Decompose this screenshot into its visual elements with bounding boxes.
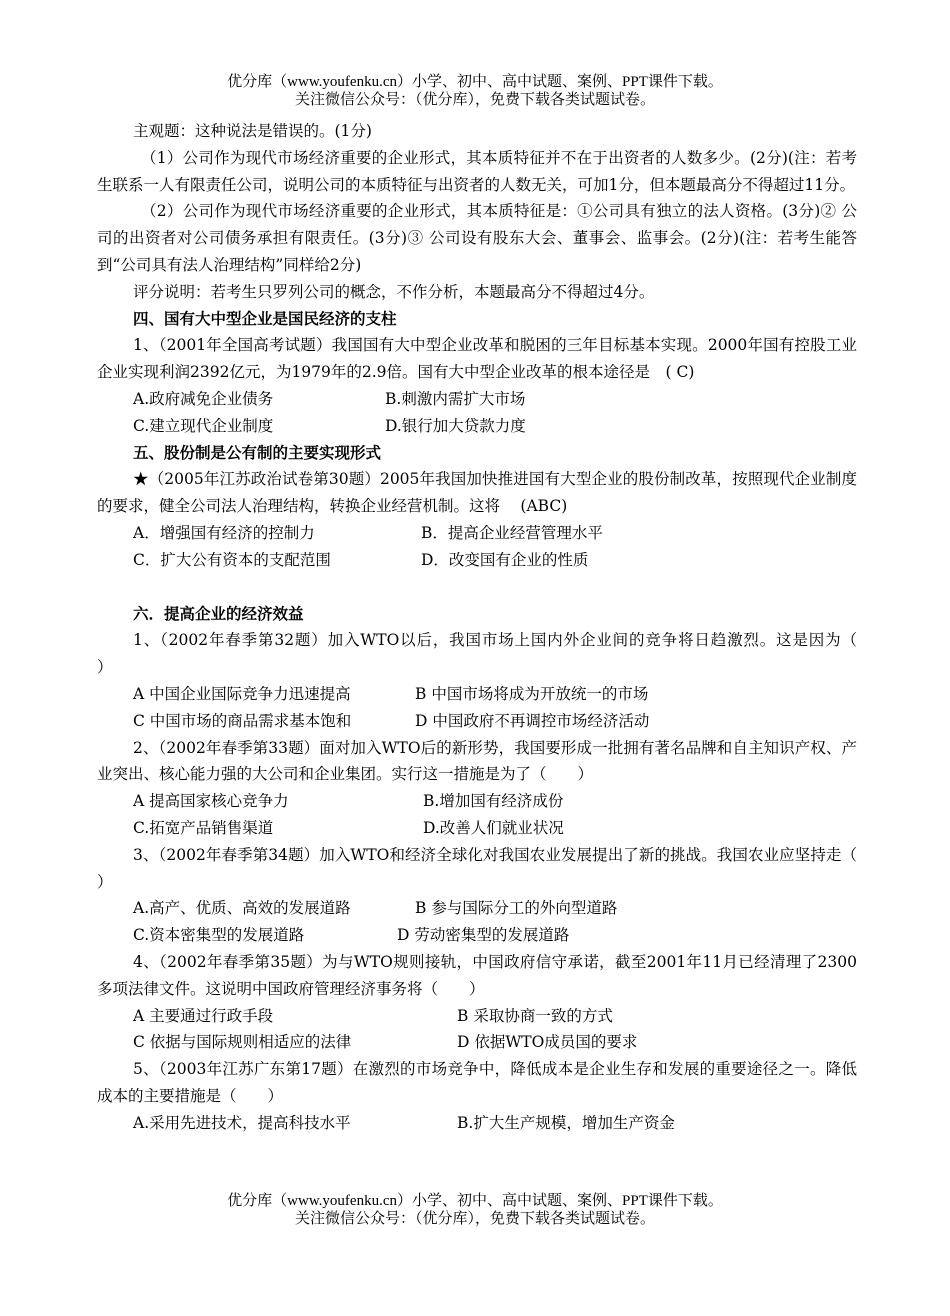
answer-point-1: （1）公司作为现代市场经济重要的企业形式，其本质特征并不在于出资者的人数多少。(2分)(注：若考生联系一人有限责任公司，说明公司的本质特征与出资者的人数无关，可加1分，但本题最高分不得超过11分。 <box>97 148 857 194</box>
page-header-line-2: 关注微信公众号：（优分库），免费下载各类试题试卷。 <box>294 92 655 108</box>
section-heading-5: 五、股份制是公有制的主要实现形式 <box>133 442 382 462</box>
question-6-1: 1、（2002年春季第32题）加入WTO以后，我国市场上国内外企业间的竞争将日趋激烈。这是因为（ ） <box>97 631 889 677</box>
page-footer-line-2: 关注微信公众号：（优分库），免费下载各类试题试卷。 <box>294 1211 655 1227</box>
option-d: D.改善人们就业状况 <box>423 818 564 837</box>
option-b: B 中国市场将成为开放统一的市场 <box>415 684 649 703</box>
page-header-line-1: 优分库（www.youfenku.cn）小学、初中、高中试题、案例、PPT课件下载。 <box>227 74 723 90</box>
options-row <box>97 520 857 547</box>
option-d: D 中国政府不再调控市场经济活动 <box>415 711 650 730</box>
document-body <box>97 118 889 1136</box>
option-c: C 中国市场的商品需求基本饱和 <box>133 711 352 730</box>
option-d: D．改变国有企业的性质 <box>421 550 589 569</box>
option-b: B.增加国有经济成份 <box>423 792 564 811</box>
scoring-note: 评分说明：若考生只罗列公司的概念，不作分析，本题最高分不得超过4分。 <box>133 282 655 301</box>
options-row <box>97 708 857 735</box>
options-row <box>97 815 857 842</box>
option-d: D 依据WTO成员国的要求 <box>457 1033 638 1052</box>
options-row <box>97 413 857 440</box>
option-a: A 主要通过行政手段 <box>133 1006 274 1025</box>
option-a: A．增强国有经济的控制力 <box>133 523 315 542</box>
options-row <box>97 895 857 922</box>
question-6-4: 4、（2002年春季第35题）为与WTO规则接轨，中国政府信守承诺，截至2001年11月已经清理了2300多项法律文件。这说明中国政府管理经济事务将（ ） <box>97 952 857 998</box>
options-row <box>97 1110 857 1137</box>
option-b: B 采取协商一致的方式 <box>457 1006 613 1025</box>
option-b: B．提高企业经营管理水平 <box>421 523 603 542</box>
page-footer-line-1: 优分库（www.youfenku.cn）小学、初中、高中试题、案例、PPT课件下载。 <box>227 1193 723 1209</box>
options-row <box>97 681 857 708</box>
question-5-1: ★（2005年江苏政治试卷第30题）2005年我国加快推进国有大型企业的股份制改革，按照现代企业制度的要求，健全公司法人治理结构，转换企业经营机制。这将 (ABC) <box>97 470 857 516</box>
option-a: A.采用先进技术，提高科技水平 <box>133 1113 351 1132</box>
option-a: A 提高国家核心竞争力 <box>133 792 289 811</box>
option-a: A 中国企业国际竞争力迅速提高 <box>133 684 351 703</box>
option-d: D.银行加大贷款力度 <box>385 416 526 435</box>
section-heading-6: 六．提高企业的经济效益 <box>133 603 304 623</box>
section-heading-4: 四、国有大中型企业是国民经济的支柱 <box>133 308 397 328</box>
blank-line <box>97 574 857 601</box>
options-row <box>97 788 857 815</box>
option-c: C 依据与国际规则相适应的法律 <box>133 1033 352 1052</box>
option-a: A.政府减免企业债务 <box>133 389 274 408</box>
question-6-3: 3、（2002年春季第34题）加入WTO和经济全球化对我国农业发展提出了新的挑战。我国农业应坚持走（ ） <box>97 845 889 891</box>
option-b: B.刺激内需扩大市场 <box>385 389 526 408</box>
options-row <box>97 1003 857 1030</box>
options-row <box>97 1029 857 1056</box>
options-row <box>97 386 857 413</box>
option-c: C.资本密集型的发展道路 <box>133 926 305 945</box>
options-row <box>97 547 857 574</box>
question-6-5: 5、（2003年江苏广东第17题）在激烈的市场竞争中，降低成本是企业生存和发展的重要途径之一。降低成本的主要措施是（ ） <box>97 1060 857 1105</box>
option-c: C.建立现代企业制度 <box>133 416 274 435</box>
question-6-2: 2、（2002年春季第33题）面对加入WTO后的新形势，我国要形成一批拥有著名品牌和自主知识产权、产业突出、核心能力强的大公司和企业集团。实行这一措施是为了（ ） <box>97 738 857 784</box>
answer-point-2: （2）公司作为现代市场经济重要的企业形式，其本质特征是：①公司具有独立的法人资格。(3分)② 公司的出资者对公司债务承担有限责任。(3分)③ 公司设有股东大会、董事会、监事会。(2分)(注：若考生能答到“公司具有法人治理结构”同样给2分) <box>97 202 857 274</box>
option-b: B.扩大生产规模，增加生产资金 <box>457 1113 675 1132</box>
option-d: D 劳动密集型的发展道路 <box>397 926 570 945</box>
options-row <box>97 922 857 949</box>
subjective-answer: 主观题：这种说法是错误的。(1分) <box>133 122 372 140</box>
question-4-1: 1、（2001年全国高考试题）我国国有大中型企业改革和脱困的三年目标基本实现。2000年国有控股工业企业实现利润2392亿元，为1979年的2.9倍。国有大中型企业改革的根本途径是 ( C) <box>97 336 857 382</box>
option-b: B 参与国际分工的外向型道路 <box>415 899 618 918</box>
option-a: A.高产、优质、高效的发展道路 <box>133 899 351 918</box>
option-c: C.拓宽产品销售渠道 <box>133 818 274 837</box>
option-c: C．扩大公有资本的支配范围 <box>133 550 331 569</box>
